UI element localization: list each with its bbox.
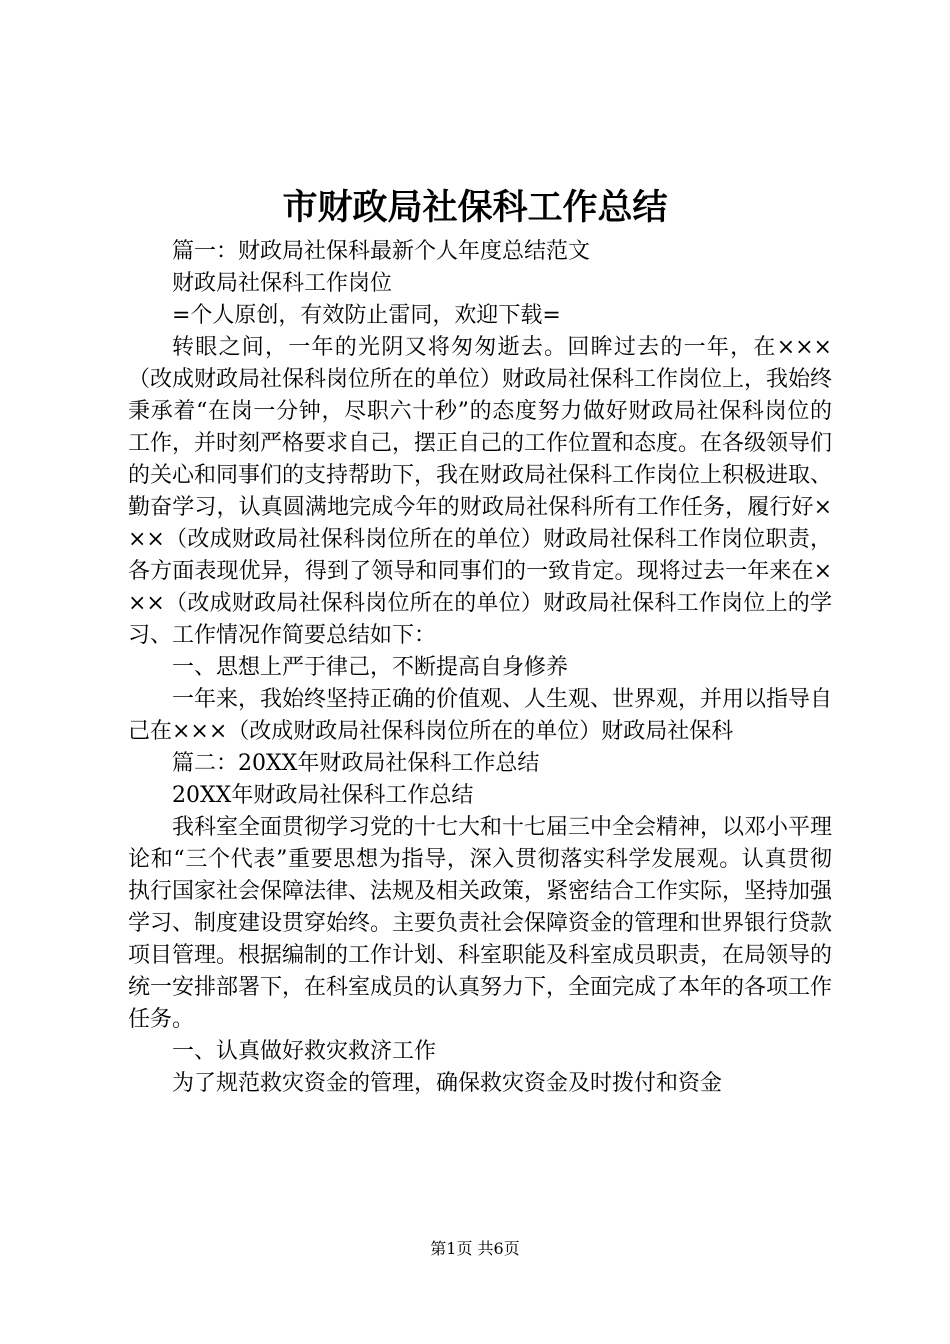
paragraph-4: 转眼之间，一年的光阴又将匆匆逝去。回眸过去的一年，在×××（改成财政局社保科岗位所在的单位）财政局社保科工作岗位上，我始终秉承着“在岗一分钟，尽职六十秒”的态度努力做好财政局社保科岗位的工作，并时刻严格要求自己，摆正自己的工作位置和态度。在各级领导们的关心和同事们的支持帮助下，我在财政局社保科工作岗位上积极进取、勤奋学习，认真圆满地完成今年的财政局社保科所有工作任务，履行好×××（改成财政局社保科岗位所在的单位）财政局社保科工作岗位职责，各方面表现优异，得到了领导和同事们的一致肯定。现将过去一年来在×××（改成财政局社保科岗位所在的单位）财政局社保科工作岗位上的学习、工作情况作简要总结如下： <box>128 335 833 648</box>
paragraph-2: 财政局社保科工作岗位 <box>172 271 393 296</box>
paragraph-6: 一年来，我始终坚持正确的价值观、人生观、世界观，并用以指导自己在×××（改成财政局社保科岗位所在的单位）财政局社保科 <box>128 687 833 744</box>
paragraph-9: 我科室全面贯彻学习党的十七大和十七届三中全会精神，以邓小平理论和“三个代表”重要思想为指导，深入贯彻落实科学发展观。认真贯彻执行国家社会保障法律、法规及相关政策，紧密结合工作实际，坚持加强学习、制度建设贯穿始终。主要负责社会保障资金的管理和世界银行贷款项目管理。根据编制的工作计划、科室职能及科室成员职责，在局领导的统一安排部署下，在科室成员的认真努力下，全面完成了本年的各项工作任务。 <box>128 815 833 1032</box>
document-title: 市财政局社保科工作总结 <box>282 187 668 228</box>
paragraph-5: 一、思想上严于律己，不断提高自身修养 <box>172 655 569 680</box>
page-footer: 第1页 共6页 <box>430 1239 520 1258</box>
paragraph-7: 篇二：20XX年财政局社保科工作总结 <box>172 751 540 776</box>
document-body <box>128 236 832 1100</box>
paragraph-8: 20XX年财政局社保科工作总结 <box>172 783 474 808</box>
paragraph-1: 篇一：财政局社保科最新个人年度总结范文 <box>172 239 591 264</box>
paragraph-11: 为了规范救灾资金的管理，确保救灾资金及时拨付和资金 <box>172 1071 723 1096</box>
paragraph-3: =个人原创，有效防止雷同，欢迎下载= <box>172 303 561 328</box>
paragraph-10: 一、认真做好救灾救济工作 <box>172 1039 437 1064</box>
